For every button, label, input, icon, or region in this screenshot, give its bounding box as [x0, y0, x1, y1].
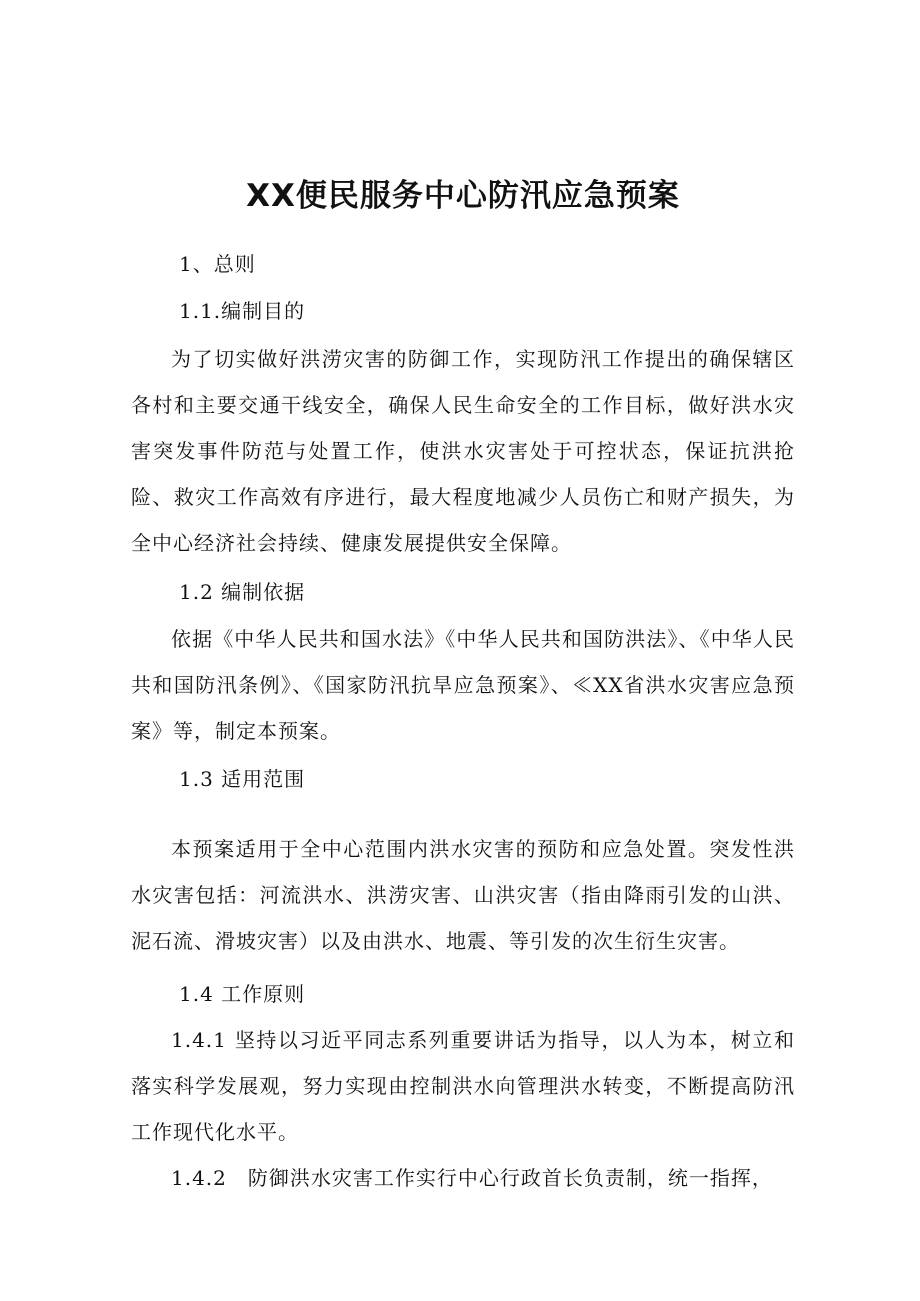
paragraph-purpose: 为了切实做好洪涝灾害的防御工作，实现防汛工作提出的确保辖区各村和主要交通干线安全，确保人民生命安全的工作目标，做好洪水灾害突发事件防范与处置工作，使洪水灾害处于可控状态，保证抗洪抢险、救灾工作高效有序进行，最大程度地减少人员伤亡和财产损失，为全中心经济社会持续、健康发展提供安全保障。 — [131, 347, 795, 555]
section-heading-purpose: 1.1.编制目的 — [179, 299, 306, 323]
section-heading-principles: 1.4 工作原则 — [179, 982, 306, 1006]
paragraph-basis: 依据《中华人民共和国水法》《中华人民共和国防洪法》、《中华人民共和国防汛条例》、《国家防汛抗旱应急预案》、≪XX省洪水灾害应急预案》等，制定本预案。 — [131, 627, 795, 743]
section-heading-basis: 1.2 编制依据 — [179, 580, 306, 604]
document-title: XX便民服务中心防汛应急预案 — [246, 178, 680, 214]
paragraph-principle-2: 1.4.2 防御洪水灾害工作实行中心行政首长负责制，统一指挥， — [171, 1166, 773, 1190]
section-heading-scope: 1.3 适用范围 — [179, 767, 306, 791]
document-page — [131, 0, 795, 1301]
paragraph-principle-1: 1.4.1 坚持以习近平同志系列重要讲话为指导，以人为本，树立和落实科学发展观，努力实现由控制洪水向管理洪水转变，不断提高防汛工作现代化水平。 — [131, 1028, 795, 1144]
paragraph-scope: 本预案适用于全中心范围内洪水灾害的预防和应急处置。突发性洪水灾害包括：河流洪水、洪涝灾害、山洪灾害（指由降雨引发的山洪、泥石流、滑坡灾害）以及由洪水、地震、等引发的次生衍生灾害。 — [131, 837, 795, 953]
section-heading-general: 1、总则 — [179, 252, 256, 276]
